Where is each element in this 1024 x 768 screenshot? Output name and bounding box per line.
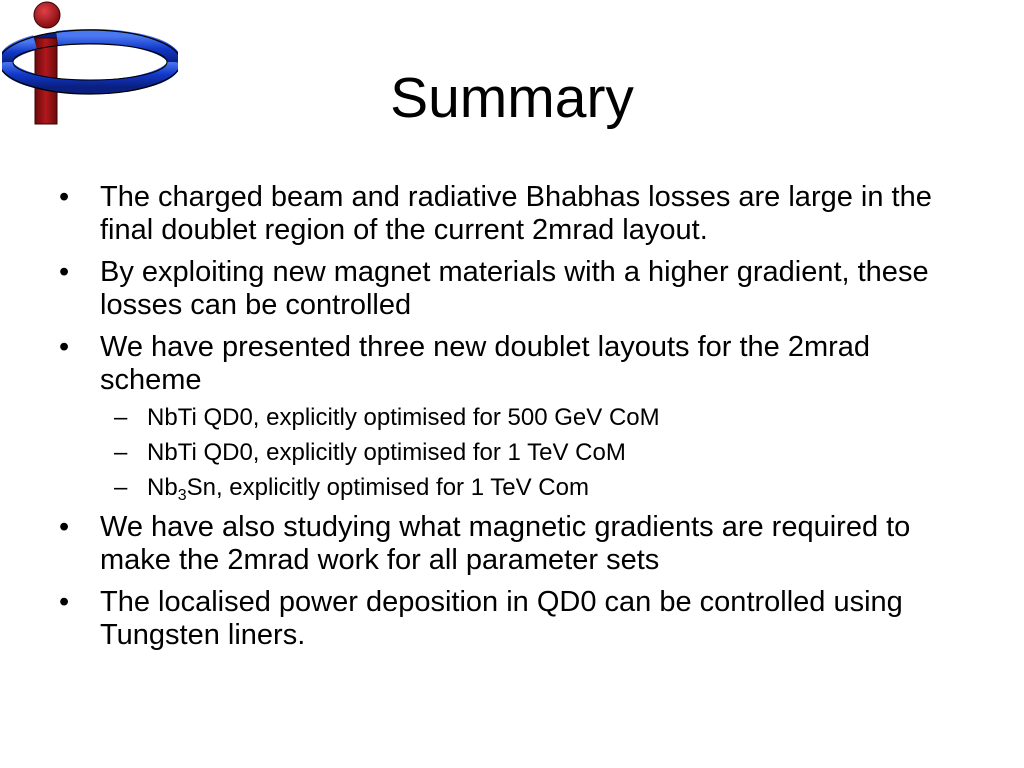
bullet-item (0, 331, 1024, 505)
sub-bullet-item (100, 470, 964, 505)
bullet-marker: • (59, 331, 70, 363)
sub-bullet-item (100, 435, 964, 470)
sub-bullet-text: NbTi QD0, explicitly optimised for 500 GeV CoM (147, 404, 660, 431)
bullet-item (0, 181, 1024, 247)
bullet-item (0, 511, 1024, 577)
slide-title: Summary (390, 66, 634, 130)
bullet-item (0, 256, 1024, 322)
sub-bullet-text (147, 474, 589, 504)
nb3sn-prefix: Nb (147, 474, 178, 501)
nb3sn-subscript: 3 (177, 487, 187, 504)
bullet-text: By exploiting new magnet materials with a higher gradient, these losses can be controlled (100, 256, 929, 321)
bullet-text: We have presented three new doublet layouts for the 2mrad scheme (100, 331, 871, 396)
bullet-text: We have also studying what magnetic gradients are required to make the 2mrad work for all parameter sets (100, 511, 911, 576)
dash-marker: – (114, 474, 128, 501)
dash-marker: – (114, 404, 128, 431)
dash-marker: – (114, 439, 128, 466)
bullet-marker: • (59, 256, 70, 288)
bullet-text: The localised power deposition in QD0 can be controlled using Tungsten liners. (100, 586, 903, 651)
layout-sub-list (100, 400, 964, 505)
bullet-marker: • (59, 511, 70, 543)
bullet-text: The charged beam and radiative Bhabhas losses are large in the final doublet region of the current 2mrad layout. (100, 181, 932, 246)
sub-bullet-item (100, 400, 964, 435)
bullet-marker: • (59, 181, 70, 213)
sub-bullet-text: NbTi QD0, explicitly optimised for 1 TeV CoM (147, 439, 626, 466)
bullet-marker: • (59, 586, 70, 618)
summary-bullet-list (0, 181, 1024, 661)
nb3sn-suffix: Sn, explicitly optimised for 1 TeV Com (186, 474, 589, 501)
bullet-item (0, 586, 1024, 652)
